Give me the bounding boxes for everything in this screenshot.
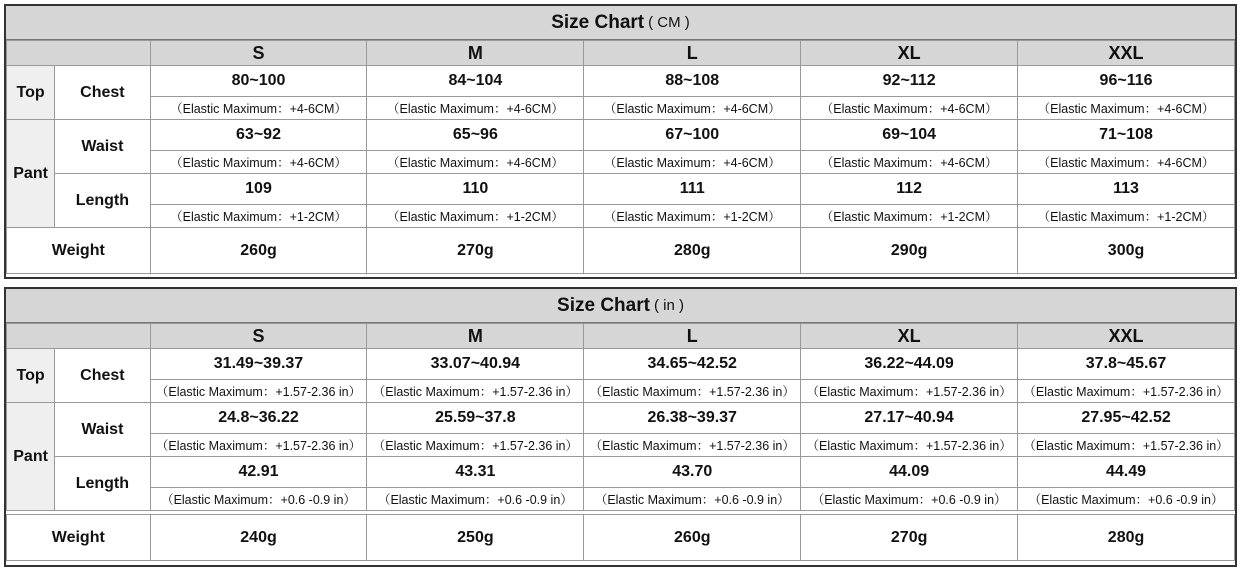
- size-header: L: [584, 324, 801, 349]
- length-elastic-note: （Elastic Maximum：+0.6 -0.9 in）: [801, 488, 1018, 511]
- row-label-length: Length: [55, 457, 150, 511]
- size-chart-in: [4, 287, 1237, 567]
- weight-value: 290g: [801, 228, 1018, 274]
- size-header: XXL: [1018, 41, 1235, 66]
- header-corner: [7, 41, 151, 66]
- size-header: S: [150, 41, 367, 66]
- chart-unit: ( in ): [653, 297, 684, 314]
- waist-elastic-note: （Elastic Maximum：+4-6CM）: [1018, 151, 1235, 174]
- chest-elastic-note: （Elastic Maximum：+1.57-2.36 in）: [367, 380, 584, 403]
- group-label-top: Top: [7, 66, 55, 120]
- chart-unit: ( CM ): [648, 14, 690, 31]
- chest-value: 31.49~39.37: [150, 349, 367, 380]
- length-value: 111: [584, 174, 801, 205]
- size-header: L: [584, 41, 801, 66]
- group-label-pant: Pant: [7, 403, 55, 511]
- row-label-chest: Chest: [55, 66, 150, 120]
- weight-value: 270g: [801, 515, 1018, 561]
- row-label-weight: Weight: [7, 515, 151, 561]
- chest-elastic-note: （Elastic Maximum：+4-6CM）: [150, 97, 367, 120]
- weight-value: 280g: [1018, 515, 1235, 561]
- chest-elastic-note: （Elastic Maximum：+1.57-2.36 in）: [801, 380, 1018, 403]
- chest-elastic-note: （Elastic Maximum：+4-6CM）: [367, 97, 584, 120]
- row-label-waist: Waist: [55, 120, 150, 174]
- length-value: 44.49: [1018, 457, 1235, 488]
- length-elastic-note: （Elastic Maximum：+1-2CM）: [1018, 205, 1235, 228]
- size-header: S: [150, 324, 367, 349]
- waist-value: 27.95~42.52: [1018, 403, 1235, 434]
- length-elastic-note: （Elastic Maximum：+0.6 -0.9 in）: [150, 488, 367, 511]
- waist-elastic-note: （Elastic Maximum：+1.57-2.36 in）: [1018, 434, 1235, 457]
- length-value: 112: [801, 174, 1018, 205]
- chest-value: 92~112: [801, 66, 1018, 97]
- waist-value: 69~104: [801, 120, 1018, 151]
- chest-elastic-note: （Elastic Maximum：+1.57-2.36 in）: [584, 380, 801, 403]
- length-value: 113: [1018, 174, 1235, 205]
- waist-elastic-note: （Elastic Maximum：+4-6CM）: [150, 151, 367, 174]
- size-header: M: [367, 324, 584, 349]
- chest-value: 80~100: [150, 66, 367, 97]
- weight-value: 300g: [1018, 228, 1235, 274]
- size-table: [6, 323, 1235, 561]
- size-chart-cm: [4, 4, 1237, 279]
- length-value: 43.31: [367, 457, 584, 488]
- weight-value: 240g: [150, 515, 367, 561]
- length-elastic-note: （Elastic Maximum：+0.6 -0.9 in）: [367, 488, 584, 511]
- waist-elastic-note: （Elastic Maximum：+1.57-2.36 in）: [801, 434, 1018, 457]
- size-header: XXL: [1018, 324, 1235, 349]
- waist-elastic-note: （Elastic Maximum：+1.57-2.36 in）: [367, 434, 584, 457]
- chart-title: [6, 289, 1235, 323]
- chest-value: 88~108: [584, 66, 801, 97]
- chart-title-text: Size Chart: [557, 294, 650, 316]
- group-label-top: Top: [7, 349, 55, 403]
- size-table: [6, 40, 1235, 274]
- length-elastic-note: （Elastic Maximum：+0.6 -0.9 in）: [1018, 488, 1235, 511]
- waist-value: 24.8~36.22: [150, 403, 367, 434]
- length-value: 42.91: [150, 457, 367, 488]
- length-elastic-note: （Elastic Maximum：+1-2CM）: [801, 205, 1018, 228]
- length-elastic-note: （Elastic Maximum：+1-2CM）: [584, 205, 801, 228]
- group-label-pant: Pant: [7, 120, 55, 228]
- length-elastic-note: （Elastic Maximum：+1-2CM）: [150, 205, 367, 228]
- weight-value: 260g: [584, 515, 801, 561]
- waist-elastic-note: （Elastic Maximum：+1.57-2.36 in）: [584, 434, 801, 457]
- size-header: XL: [801, 324, 1018, 349]
- weight-value: 260g: [150, 228, 367, 274]
- length-elastic-note: （Elastic Maximum：+0.6 -0.9 in）: [584, 488, 801, 511]
- chart-title: [6, 6, 1235, 40]
- row-label-length: Length: [55, 174, 150, 228]
- chest-value: 34.65~42.52: [584, 349, 801, 380]
- header-corner: [7, 324, 151, 349]
- waist-value: 26.38~39.37: [584, 403, 801, 434]
- waist-elastic-note: （Elastic Maximum：+1.57-2.36 in）: [150, 434, 367, 457]
- chest-value: 37.8~45.67: [1018, 349, 1235, 380]
- row-label-chest: Chest: [55, 349, 150, 403]
- waist-elastic-note: （Elastic Maximum：+4-6CM）: [584, 151, 801, 174]
- waist-elastic-note: （Elastic Maximum：+4-6CM）: [367, 151, 584, 174]
- size-header: M: [367, 41, 584, 66]
- chest-value: 33.07~40.94: [367, 349, 584, 380]
- row-label-waist: Waist: [55, 403, 150, 457]
- weight-value: 280g: [584, 228, 801, 274]
- waist-value: 71~108: [1018, 120, 1235, 151]
- length-elastic-note: （Elastic Maximum：+1-2CM）: [367, 205, 584, 228]
- length-value: 44.09: [801, 457, 1018, 488]
- waist-elastic-note: （Elastic Maximum：+4-6CM）: [801, 151, 1018, 174]
- size-header: XL: [801, 41, 1018, 66]
- chest-elastic-note: （Elastic Maximum：+4-6CM）: [1018, 97, 1235, 120]
- chest-elastic-note: （Elastic Maximum：+4-6CM）: [584, 97, 801, 120]
- length-value: 109: [150, 174, 367, 205]
- waist-value: 63~92: [150, 120, 367, 151]
- weight-value: 250g: [367, 515, 584, 561]
- chest-value: 36.22~44.09: [801, 349, 1018, 380]
- weight-value: 270g: [367, 228, 584, 274]
- waist-value: 67~100: [584, 120, 801, 151]
- chest-elastic-note: （Elastic Maximum：+1.57-2.36 in）: [150, 380, 367, 403]
- waist-value: 27.17~40.94: [801, 403, 1018, 434]
- chest-elastic-note: （Elastic Maximum：+1.57-2.36 in）: [1018, 380, 1235, 403]
- chest-value: 96~116: [1018, 66, 1235, 97]
- chart-title-text: Size Chart: [551, 11, 645, 33]
- length-value: 43.70: [584, 457, 801, 488]
- chest-elastic-note: （Elastic Maximum：+4-6CM）: [801, 97, 1018, 120]
- chest-value: 84~104: [367, 66, 584, 97]
- waist-value: 65~96: [367, 120, 584, 151]
- row-label-weight: Weight: [7, 228, 151, 274]
- length-value: 110: [367, 174, 584, 205]
- waist-value: 25.59~37.8: [367, 403, 584, 434]
